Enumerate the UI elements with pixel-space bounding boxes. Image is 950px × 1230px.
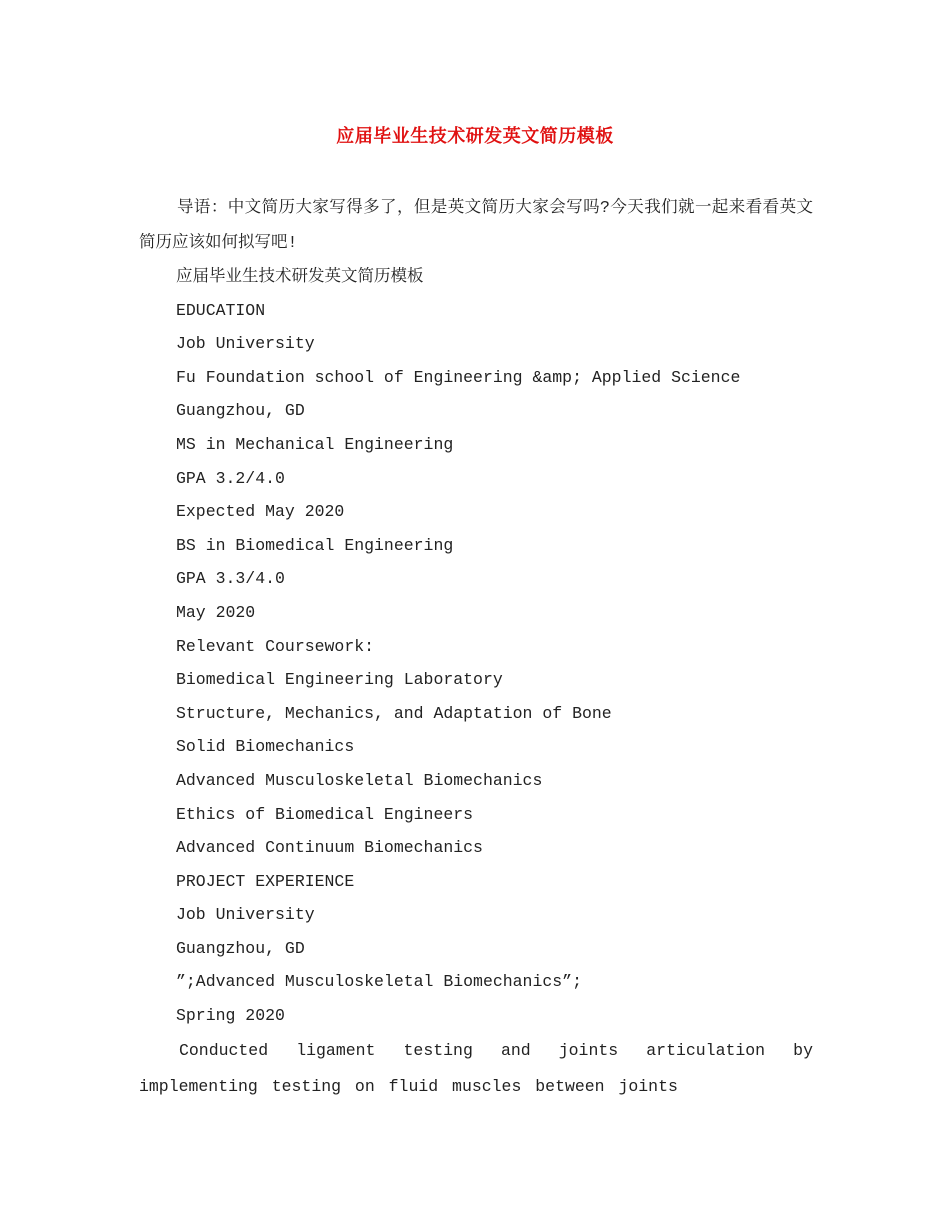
course-item: Advanced Continuum Biomechanics bbox=[176, 838, 483, 858]
intro-paragraph: 导语：中文简历大家写得多了，但是英文简历大家会写吗?今天我们就一起来看看英文简历应该如何拟写吧! bbox=[139, 198, 813, 252]
course-item: Ethics of Biomedical Engineers bbox=[176, 804, 474, 824]
resume-lines bbox=[139, 260, 813, 1033]
degree-ms: MS in Mechanical Engineering bbox=[176, 434, 454, 454]
course-item: Structure, Mechanics, and Adaptation of Bone bbox=[176, 703, 612, 723]
school-department: Fu Foundation school of Engineering &amp; Applied Science bbox=[176, 367, 741, 387]
gpa-bs: GPA 3.3/4.0 bbox=[176, 569, 285, 589]
document-body bbox=[139, 190, 813, 1105]
section-education: EDUCATION bbox=[176, 300, 266, 320]
course-item: Advanced Musculoskeletal Biomechanics bbox=[176, 770, 543, 790]
project-location: Guangzhou, GD bbox=[176, 938, 305, 958]
resume-heading-line: 应届毕业生技术研发英文简历模板 bbox=[176, 267, 424, 286]
coursework-heading: Relevant Coursework: bbox=[176, 636, 375, 656]
document-title: 应届毕业生技术研发英文简历模板 bbox=[336, 126, 614, 147]
project-date: Spring 2020 bbox=[176, 1006, 285, 1026]
course-item: Biomedical Engineering Laboratory bbox=[176, 670, 503, 690]
section-project-experience: PROJECT EXPERIENCE bbox=[176, 871, 355, 891]
school-location: Guangzhou, GD bbox=[176, 401, 305, 421]
date-bs: May 2020 bbox=[176, 602, 256, 622]
project-title: ”;Advanced Musculoskeletal Biomechanics”; bbox=[176, 972, 582, 992]
gpa-ms: GPA 3.2/4.0 bbox=[176, 468, 285, 488]
project-description: Conducted ligament testing and joints articulation by implementing testing on fluid muscles between joints bbox=[139, 1040, 813, 1096]
date-ms: Expected May 2020 bbox=[176, 502, 345, 522]
project-school-name: Job University bbox=[176, 905, 315, 925]
course-item: Solid Biomechanics bbox=[176, 737, 355, 757]
school-name: Job University bbox=[176, 334, 315, 354]
degree-bs: BS in Biomedical Engineering bbox=[176, 535, 454, 555]
